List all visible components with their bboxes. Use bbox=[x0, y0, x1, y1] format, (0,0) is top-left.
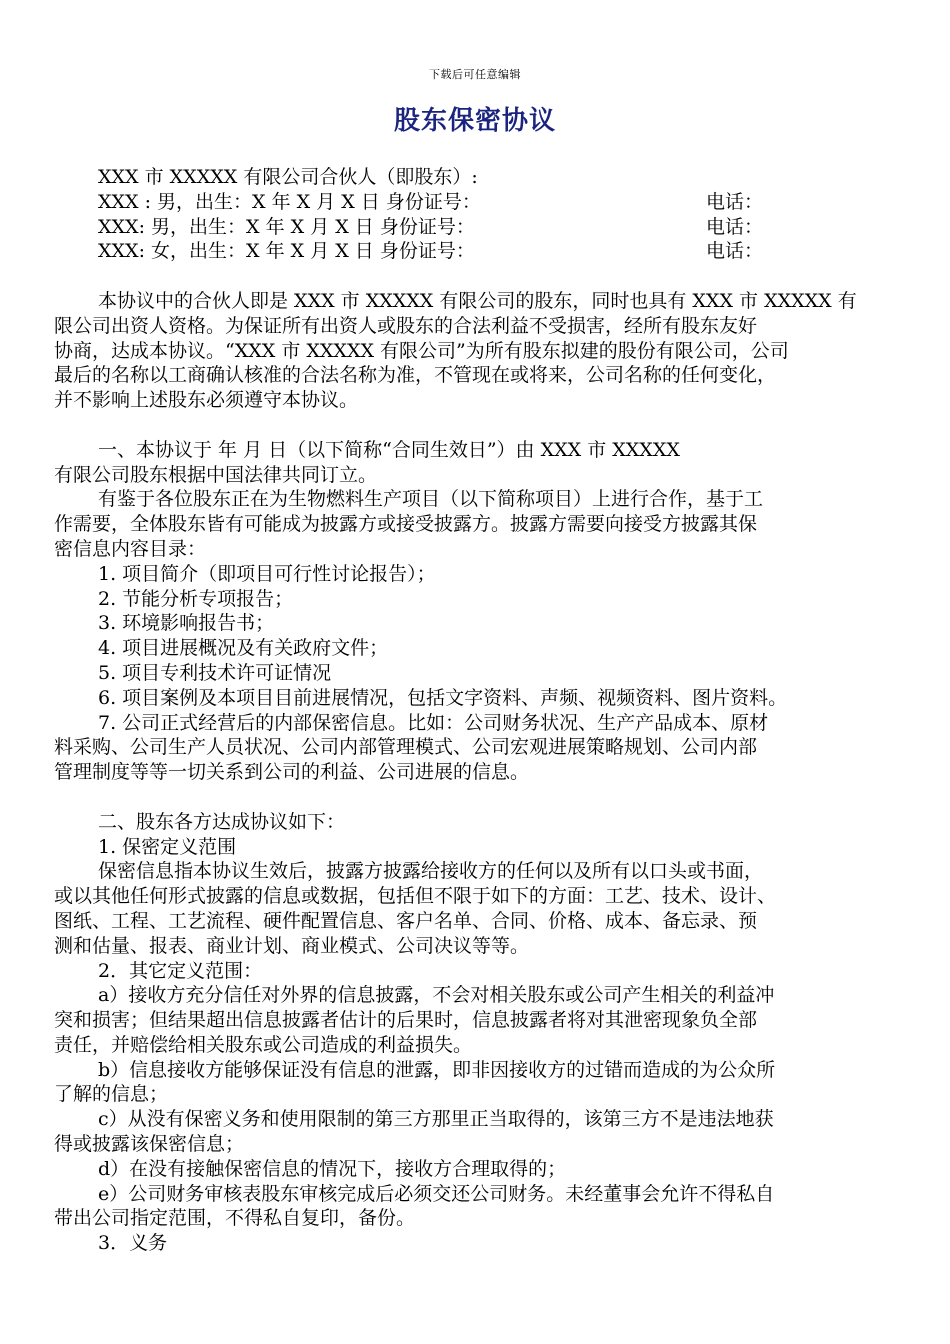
list-item: 4. 项目进展概况及有关政府文件； bbox=[98, 637, 389, 660]
subsection-title: 2．其它定义范围： bbox=[98, 959, 263, 982]
partner-phone-label: 电话： bbox=[706, 190, 764, 213]
clause-line: 带出公司指定范围，不得私自复印，备份。 bbox=[54, 1207, 416, 1230]
section1-line: 密信息内容目录： bbox=[54, 537, 207, 560]
section1-line: 有鉴于各位股东正在为生物燃料生产项目（以下简称项目）上进行合作，基于工 bbox=[98, 488, 764, 511]
clause-line: d）在没有接触保密信息的情况下，接收方合理取得的； bbox=[98, 1157, 567, 1180]
section1-line: 作需要，全体股东皆有可能成为披露方或接受披露方。披露方需要向接受方披露其保 bbox=[54, 513, 758, 536]
list-item: 5. 项目专利技术许可证情况 bbox=[98, 661, 332, 684]
clause-line: e）公司财务审核表股东审核完成后必须交还公司财务。未经董事会允许不得私自 bbox=[98, 1182, 775, 1205]
clause-line: b）信息接收方能够保证没有信息的泄露，即非因接收方的过错而造成的为公众所 bbox=[98, 1058, 776, 1081]
list-item: 2. 节能分析专项报告； bbox=[98, 587, 294, 610]
partner-phone-label: 电话： bbox=[706, 240, 764, 263]
document-body bbox=[54, 165, 904, 1256]
document-title: 股东保密协议 bbox=[393, 106, 556, 136]
list-item-continuation: 管理制度等等一切关系到公司的利益、公司进展的信息。 bbox=[54, 761, 530, 784]
subsection-title: 1. 保密定义范围 bbox=[98, 835, 237, 858]
partner-row bbox=[54, 190, 904, 215]
partner-info: XXX: 男，出生：X 年 X 月 X 日 身份证号： bbox=[98, 215, 475, 238]
subsection-line: 测和估量、报表、商业计划、商业模式、公司决议等等。 bbox=[54, 934, 530, 957]
list-item: 6. 项目案例及本项目目前进展情况，包括文字资料、声频、视频资料、图片资料。 bbox=[98, 686, 788, 709]
partner-info: XXX : 男，出生：X 年 X 月 X 日 身份证号： bbox=[98, 190, 481, 213]
subsection-line: 图纸、工程、工艺流程、硬件配置信息、客户名单、合同、价格、成本、备忘录、预 bbox=[54, 909, 758, 932]
partner-row bbox=[54, 239, 904, 264]
list-item: 7. 公司正式经营后的内部保密信息。比如：公司财务状况、生产产品成本、原材 bbox=[98, 711, 769, 734]
clause-line: 责任，并赔偿给相关股东或公司造成的利益损失。 bbox=[54, 1033, 473, 1056]
partner-row bbox=[54, 215, 904, 240]
intro-line: 限公司出资人资格。为保证所有出资人或股东的合法利益不受损害，经所有股东友好 bbox=[54, 314, 758, 337]
subsection-line: 或以其他任何形式披露的信息或数据，包括但不限于如下的方面：工艺、技术、设计、 bbox=[54, 885, 777, 908]
list-item: 1. 项目简介（即项目可行性讨论报告）； bbox=[98, 562, 436, 585]
section2-heading: 二、股东各方达成协议如下： bbox=[98, 810, 346, 833]
intro-line: 并不影响上述股东必须遵守本协议。 bbox=[54, 389, 359, 412]
clause-line: 了解的信息； bbox=[54, 1083, 169, 1106]
intro-line: 最后的名称以工商确认核准的合法名称为准，不管现在或将来，公司名称的任何变化， bbox=[54, 364, 777, 387]
list-item-continuation: 料采购、公司生产人员状况、公司内部管理模式、公司宏观进展策略规划、公司内部 bbox=[54, 736, 758, 759]
clause-line: c）从没有保密义务和使用限制的第三方那里正当取得的，该第三方不是违法地获 bbox=[98, 1108, 774, 1131]
clause-line: 得或披露该保密信息； bbox=[54, 1133, 245, 1156]
subsection-line: 保密信息指本协议生效后，披露方披露给接收方的任何以及所有以口头或书面， bbox=[98, 860, 764, 883]
partner-info: XXX: 女，出生：X 年 X 月 X 日 身份证号： bbox=[98, 240, 475, 263]
clause-line: 突和损害；但结果超出信息披露者估计的后果时，信息披露者将对其泄密现象负全部 bbox=[54, 1009, 758, 1032]
section1-line: 一、本协议于 年 月 日（以下简称“合同生效日”）由 XXX 市 XXXXX bbox=[98, 438, 680, 461]
partner-phone-label: 电话： bbox=[706, 215, 764, 238]
list-item: 3. 环境影响报告书； bbox=[98, 612, 275, 635]
header-note: 下载后可任意编辑 bbox=[429, 68, 521, 81]
clause-line: a）接收方充分信任对外界的信息披露，不会对相关股东或公司产生相关的利益冲 bbox=[98, 984, 775, 1007]
parties-heading: XXX 市 XXXXX 有限公司合伙人（即股东）: bbox=[98, 166, 478, 188]
section1-line: 有限公司股东根据中国法律共同订立。 bbox=[54, 463, 378, 486]
intro-line: 本协议中的合伙人即是 XXX 市 XXXXX 有限公司的股东，同时也具有 XXX 市 XXXXX 有 bbox=[98, 289, 857, 312]
intro-line: 协商，达成本协议。“XXX 市 XXXXX 有限公司”为所有股东拟建的股份有限公司，公司 bbox=[54, 339, 789, 362]
subsection-title: 3．义务 bbox=[98, 1232, 168, 1255]
